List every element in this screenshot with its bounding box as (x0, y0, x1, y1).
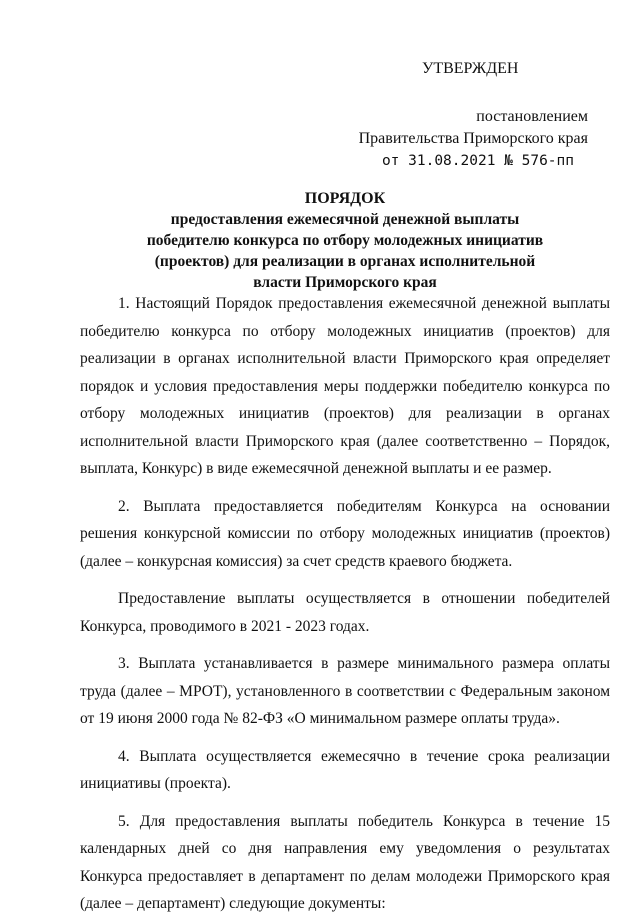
paragraph-4: 4. Выплата осуществляется ежемесячно в течение срока реализации инициативы (проекта). (80, 747, 610, 792)
paragraph-5: 5. Для предоставления выплаты победитель Конкурса в течение 15 календарных дней со дня направления ему уведомления о результатах Конкурса предоставляет в департамент по делам молодежи Приморского края (далее – департамент) следующие документы: (80, 812, 610, 912)
subtitle-line: власти Приморского края (253, 274, 437, 291)
subtitle-line: предоставления ежемесячной денежной выплаты (170, 211, 520, 228)
approval-line-2: Правительства Приморского края (358, 130, 588, 147)
paragraph-3: 3. Выплата устанавливается в размере минимального размера оплаты труда (далее – МРОТ), установленного в соответствии с Федеральным законом от 19 июня 2000 года № 82-ФЗ «О минимальном размере оплаты труда». (80, 655, 610, 727)
approval-line-1: постановлением (476, 108, 588, 125)
subtitle-line: победителю конкурса по отбору молодежных инициатив (146, 232, 544, 249)
approval-stamp (358, 58, 588, 172)
paragraph-2: 2. Выплата предоставляется победителям Конкурса на основании решения конкурсной комиссии по отбору молодежных инициатив (проектов) (далее – конкурсная комиссия) за счет средств краевого бюджета. (80, 497, 610, 570)
approval-heading: УТВЕРЖДЕН (422, 60, 519, 77)
document-title: ПОРЯДОК (304, 190, 386, 207)
paragraph-2-continued: Предоставление выплаты осуществляется в отношении победителей Конкурса, проводимого в 2021 - 2023 годах. (80, 590, 610, 635)
paragraph-1: 1. Настоящий Порядок предоставления ежемесячной денежной выплаты победителю конкурса по отбору молодежных инициатив (проектов) для реализации в органах исполнительной власти Приморского края определяет порядок и условия предоставления меры поддержки победителю конкурса по отбору молодежных инициатив (проектов) для реализации в органах исполнительной власти Приморского края (далее соответственно – Порядок, выплата, Конкурс) в виде ежемесячной денежной выплаты и ее размер. (80, 295, 610, 477)
approval-line-3: от 31.08.2021 № 576-пп (381, 153, 574, 169)
document-title-block (80, 188, 610, 293)
document-body (80, 290, 610, 924)
subtitle-line: (проектов) для реализации в органах исполнительной (154, 253, 536, 270)
